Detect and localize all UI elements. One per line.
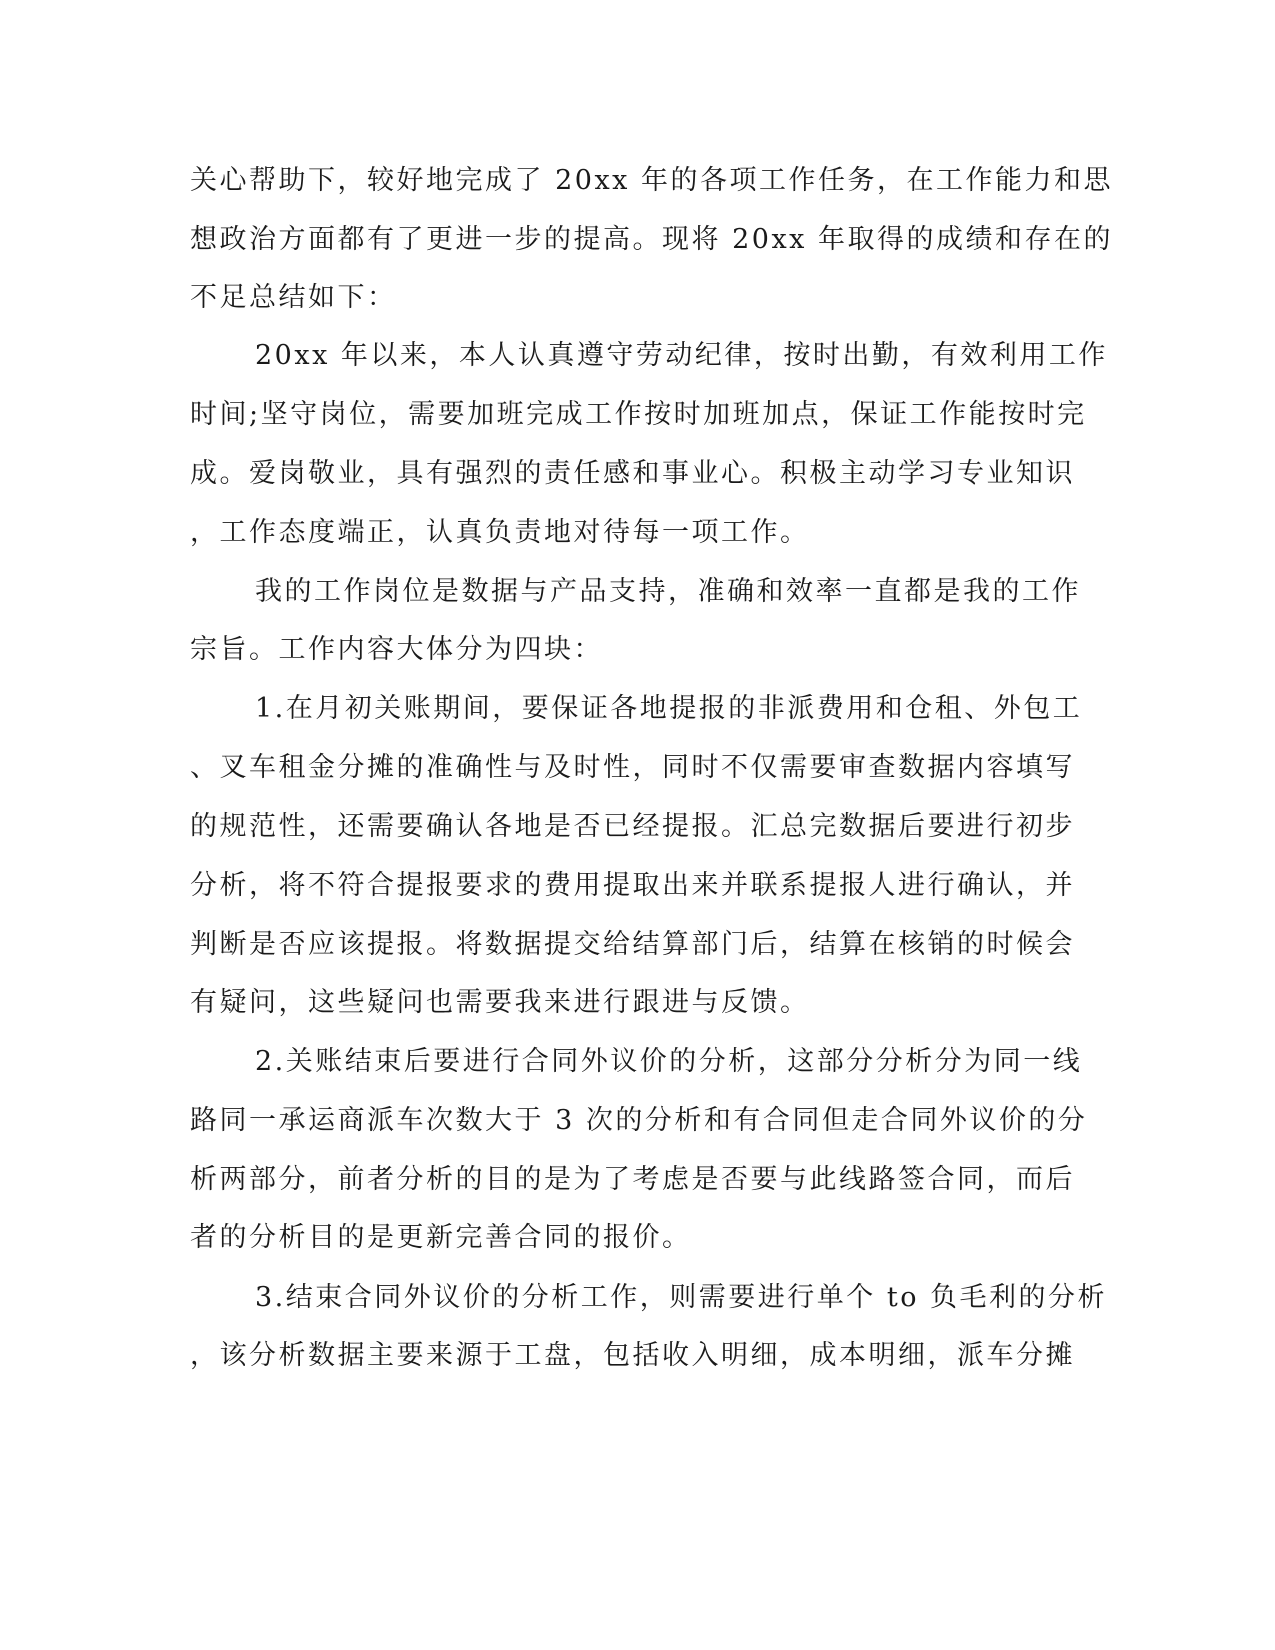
text-line: 路同一承运商派车次数大于 3 次的分析和有合同但走合同外议价的分 bbox=[190, 1105, 1088, 1136]
text-line: 的规范性，还需要确认各地是否已经提报。汇总完数据后要进行初步 bbox=[190, 811, 1075, 842]
paragraph-start-line: 我的工作岗位是数据与产品支持，准确和效率一直都是我的工作 bbox=[255, 576, 1081, 607]
paragraph-start-line: 1.在月初关账期间，要保证各地提报的非派费用和仓租、外包工 bbox=[255, 693, 1083, 724]
text-line: 宗旨。工作内容大体分为四块： bbox=[190, 634, 603, 665]
text-line: 想政治方面都有了更进一步的提高。现将 20xx 年取得的成绩和存在的 bbox=[190, 224, 1113, 255]
text-line: 关心帮助下，较好地完成了 20xx 年的各项工作任务，在工作能力和思 bbox=[190, 165, 1113, 196]
text-line: 成。爱岗敬业，具有强烈的责任感和事业心。积极主动学习专业知识 bbox=[190, 458, 1075, 489]
paragraph-start-line: 20xx 年以来，本人认真遵守劳动纪律，按时出勤，有效利用工作 bbox=[255, 340, 1108, 371]
text-line: 时间;坚守岗位，需要加班完成工作按时加班加点，保证工作能按时完 bbox=[190, 399, 1087, 430]
paragraph-start-line: 3.结束合同外议价的分析工作，则需要进行单个 to 负毛利的分析 bbox=[255, 1282, 1108, 1313]
text-line: 不足总结如下： bbox=[190, 282, 397, 313]
paragraph-start-line: 2.关账结束后要进行合同外议价的分析，这部分分析分为同一线 bbox=[255, 1046, 1083, 1077]
text-line: 、叉车租金分摊的准确性与及时性，同时不仅需要审查数据内容填写 bbox=[190, 752, 1075, 783]
text-line: 析两部分，前者分析的目的是为了考虑是否要与此线路签合同，而后 bbox=[190, 1164, 1075, 1195]
text-line: 者的分析目的是更新完善合同的报价。 bbox=[190, 1222, 692, 1253]
text-line: 判断是否应该提报。将数据提交给结算部门后，结算在核销的时候会 bbox=[190, 929, 1075, 960]
text-line: ，该分析数据主要来源于工盘，包括收入明细，成本明细，派车分摊 bbox=[190, 1340, 1075, 1371]
text-line: 有疑问，这些疑问也需要我来进行跟进与反馈。 bbox=[190, 987, 810, 1018]
text-line: ，工作态度端正，认真负责地对待每一项工作。 bbox=[190, 517, 810, 548]
text-line: 分析，将不符合提报要求的费用提取出来并联系提报人进行确认，并 bbox=[190, 870, 1075, 901]
